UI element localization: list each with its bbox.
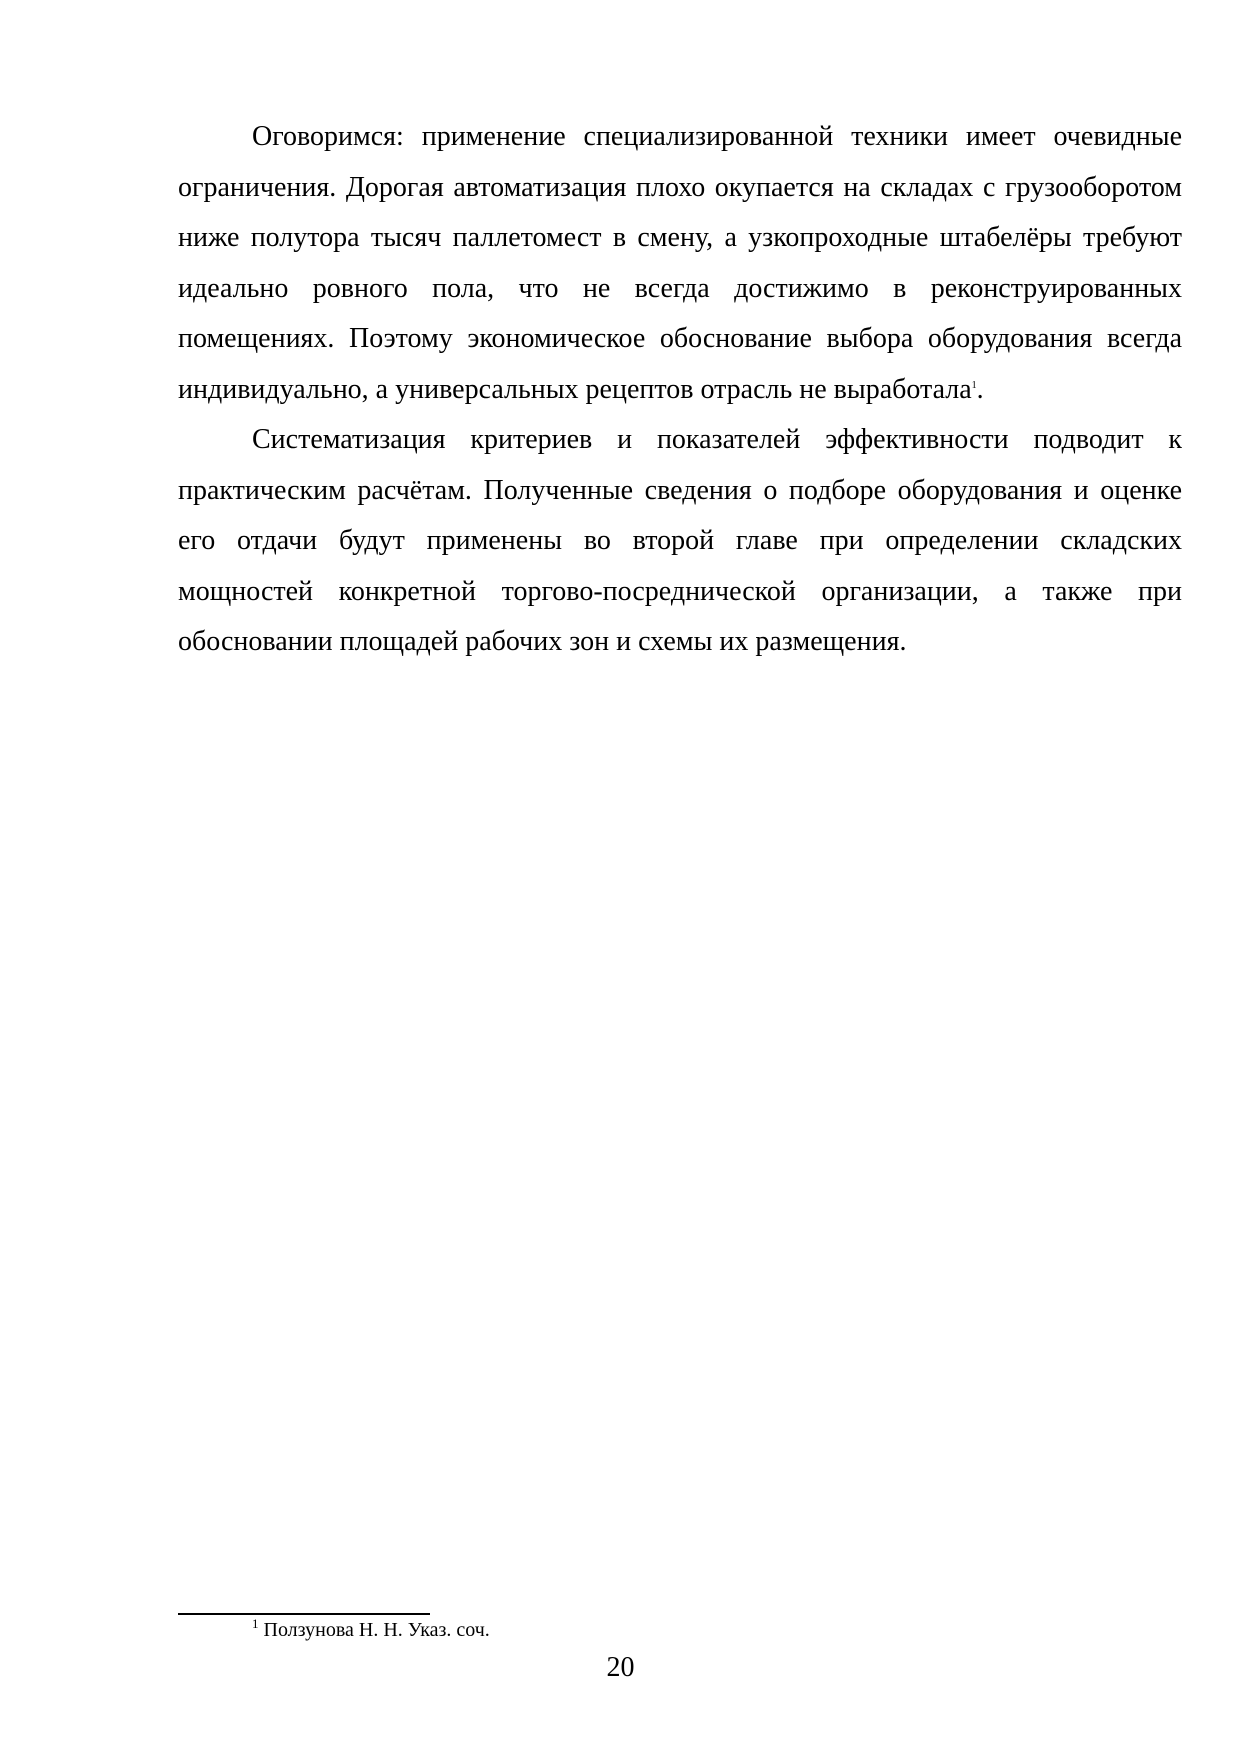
paragraph-1	[178, 112, 1182, 415]
footnote-reference[interactable]: 1	[971, 379, 977, 391]
paragraph-1-text: Оговоримся: применение специализированной техники имеет очевидные ограничения. Дорогая автоматизация плохо окупается на складах с грузооборотом ниже полутора тысяч паллетомест в смену, а узкопроходные штабелёры требуют идеально ровного пола, что не всегда достижимо в реконструированных помещениях. Поэтому экономическое обоснование выбора оборудования всегда индивидуально, а универсальных рецептов отрасль не выработала	[178, 121, 1182, 405]
paragraph-2	[178, 415, 1182, 668]
footnote-separator	[178, 1613, 430, 1615]
footnote-text: Ползунова Н. Н. Указ. соч.	[263, 1619, 490, 1641]
page-number: 20	[606, 1652, 635, 1683]
footnote	[252, 1617, 490, 1643]
body-text	[178, 112, 1182, 668]
footnote-mark: 1	[252, 1616, 259, 1631]
paragraph-2-text: Систематизация критериев и показателей эффективности подводит к практическим расчётам. Полученные сведения о подборе оборудования и оценке его отдачи будут применены во второй главе при определении складских мощностей конкретной торгово-посреднической организации, а также при обосновании площадей рабочих зон и схемы их размещения.	[178, 424, 1182, 657]
paragraph-1-end: .	[976, 373, 984, 405]
